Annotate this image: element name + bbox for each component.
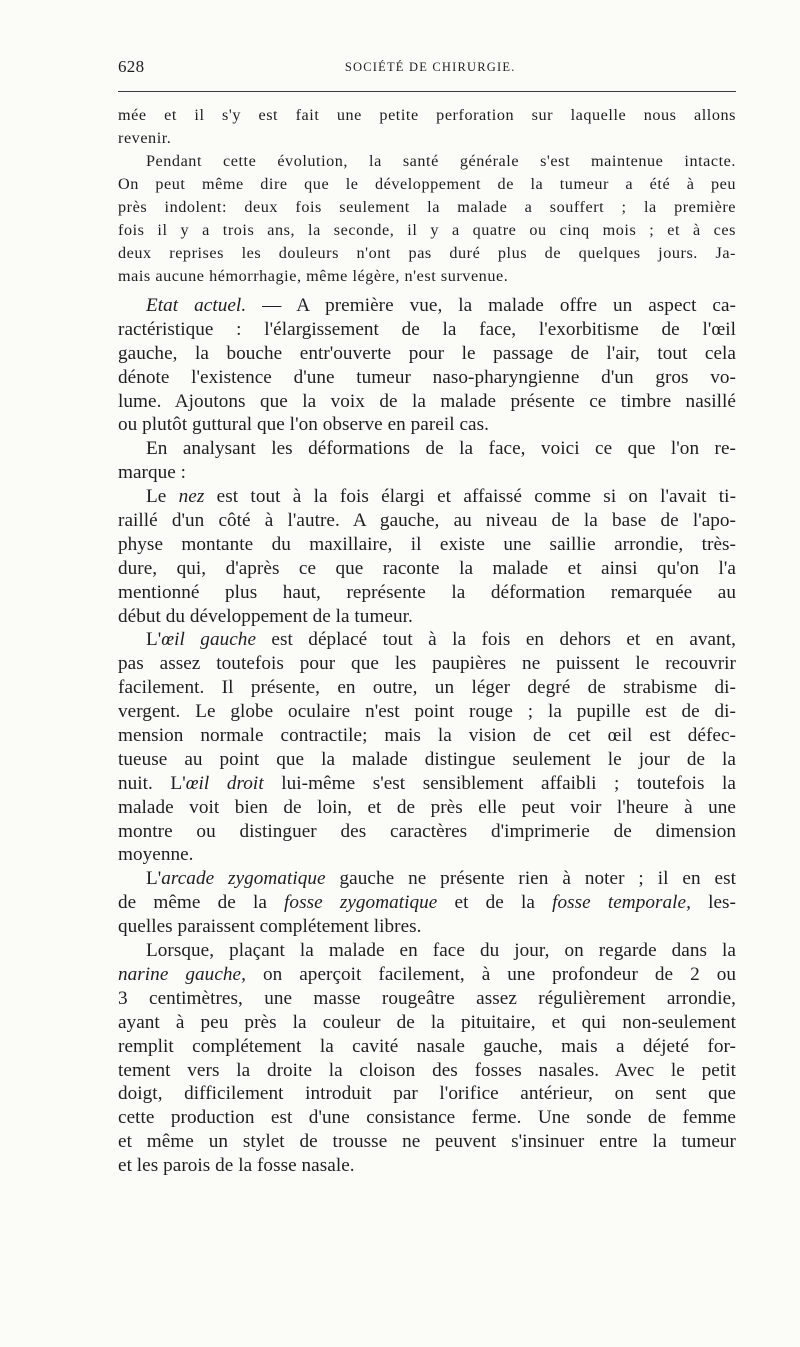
- text-line: mée et il s'y est fait une petite perforation sur laquelle nous allons: [118, 106, 736, 124]
- text-line: cette production est d'une consistance ferme. Une sonde de femme: [118, 1107, 736, 1129]
- text-line: On peut même dire que le développement de la tumeur a été à peu: [118, 175, 736, 193]
- text-line: quelles paraissent complétement libres.: [118, 916, 422, 938]
- text-line: et même un stylet de trousse ne peuvent s'insinuer entre la tumeur: [118, 1131, 736, 1153]
- text-line: physe montante du maxillaire, il existe une saillie arrondie, très-: [118, 533, 736, 555]
- text-line: L'arcade zygomatique gauche ne présente rien à noter ; il en est: [146, 868, 736, 890]
- text-line: Etat actuel. — A première vue, la malade offre un aspect ca-: [146, 295, 736, 316]
- text-line: deux reprises les douleurs n'ont pas duré plus de quelques jours. Ja-: [118, 244, 736, 262]
- text-line: gauche, la bouche entr'ouverte pour le passage de l'air, tout cela: [118, 342, 736, 364]
- text-line: dure, qui, d'après ce que raconte la malade et ainsi qu'on l'a: [118, 557, 736, 579]
- text-line: revenir.: [118, 129, 172, 147]
- text-line: tueuse au point que la malade distingue seulement le jour de la: [118, 748, 736, 770]
- text-line: Le nez est tout à la fois élargi et affaissé comme si on l'avait ti-: [146, 486, 737, 508]
- text-line: ractéristique : l'élargissement de la face, l'exorbitisme de l'œil: [118, 318, 736, 340]
- page-header: [118, 54, 736, 80]
- text-line: malade voit bien de loin, et de près elle peut voir l'heure à une: [118, 796, 736, 818]
- header-rule: [118, 91, 736, 92]
- text-line: facilement. Il présente, en outre, un léger degré de strabisme di-: [118, 677, 736, 699]
- running-head: SOCIÉTÉ DE CHIRURGIE.: [344, 59, 516, 74]
- italic-heading: Etat actuel.: [146, 295, 247, 316]
- text-line: narine gauche, on aperçoit facilement, à une profondeur de 2 ou: [118, 963, 737, 985]
- text-line: de même de la fosse zygomatique et de la fosse temporale, les-: [118, 892, 736, 914]
- paragraph-small-type: [118, 104, 736, 288]
- page-body: [118, 104, 736, 1178]
- text-line: En analysant les déformations de la face, voici ce que l'on re-: [146, 438, 736, 460]
- text-line: mension normale contractile; mais la vision de cet œil est défec-: [118, 725, 736, 747]
- text-line: Pendant cette évolution, la santé générale s'est maintenue intacte.: [146, 152, 736, 170]
- text-line: début du développement de la tumeur.: [118, 605, 413, 627]
- text-line: mentionné plus haut, représente la déformation remarquée au: [118, 581, 736, 603]
- text-line: fois il y a trois ans, la seconde, il y a quatre ou cinq mois ; et à ces: [118, 221, 736, 239]
- text-line: montre ou distinguer des caractères d'imprimerie de dimension: [118, 820, 736, 842]
- text-line: nuit. L'œil droit lui-même s'est sensiblement affaibli ; toutefois la: [118, 772, 736, 794]
- text-line: raillé d'un côté à l'autre. A gauche, au niveau de la base de l'apo-: [118, 510, 736, 532]
- text-line: dénote l'existence d'une tumeur naso-pharyngienne d'un gros vo-: [118, 366, 736, 388]
- text-line: doigt, difficilement introduit par l'orifice antérieur, on sent que: [118, 1083, 736, 1105]
- text-line: Lorsque, plaçant la malade en face du jour, on regarde dans la: [146, 940, 736, 962]
- text-line: et les parois de la fosse nasale.: [118, 1155, 355, 1177]
- text-line: 3 centimètres, une masse rougeâtre assez régulièrement arrondie,: [118, 987, 736, 1009]
- text-line: vergent. Le globe oculaire n'est point rouge ; la pupille est de di-: [118, 701, 736, 723]
- text-line: marque :: [118, 462, 187, 484]
- paragraph-large-type: [118, 294, 736, 1178]
- text-line: pas assez toutefois pour que les paupières ne puissent le recouvrir: [118, 653, 736, 675]
- text-line: mais aucune hémorrhagie, même légère, n'est survenue.: [118, 267, 509, 285]
- text-line: moyenne.: [118, 844, 194, 866]
- text-line: ayant à peu près la couleur de la pituitaire, et qui non-seulement: [118, 1011, 736, 1033]
- page-number: 628: [118, 57, 145, 76]
- text-line: lume. Ajoutons que la voix de la malade présente ce timbre nasillé: [118, 390, 736, 412]
- text-line: L'œil gauche est déplacé tout à la fois en dehors et en avant,: [146, 629, 736, 651]
- text-line: tement vers la droite la cloison des fosses nasales. Avec le petit: [118, 1059, 736, 1081]
- text-line: remplit complétement la cavité nasale gauche, mais a déjeté for-: [118, 1035, 736, 1057]
- text-line: près indolent: deux fois seulement la malade a souffert ; la première: [118, 198, 736, 216]
- text-line: ou plutôt guttural que l'on observe en pareil cas.: [118, 414, 489, 436]
